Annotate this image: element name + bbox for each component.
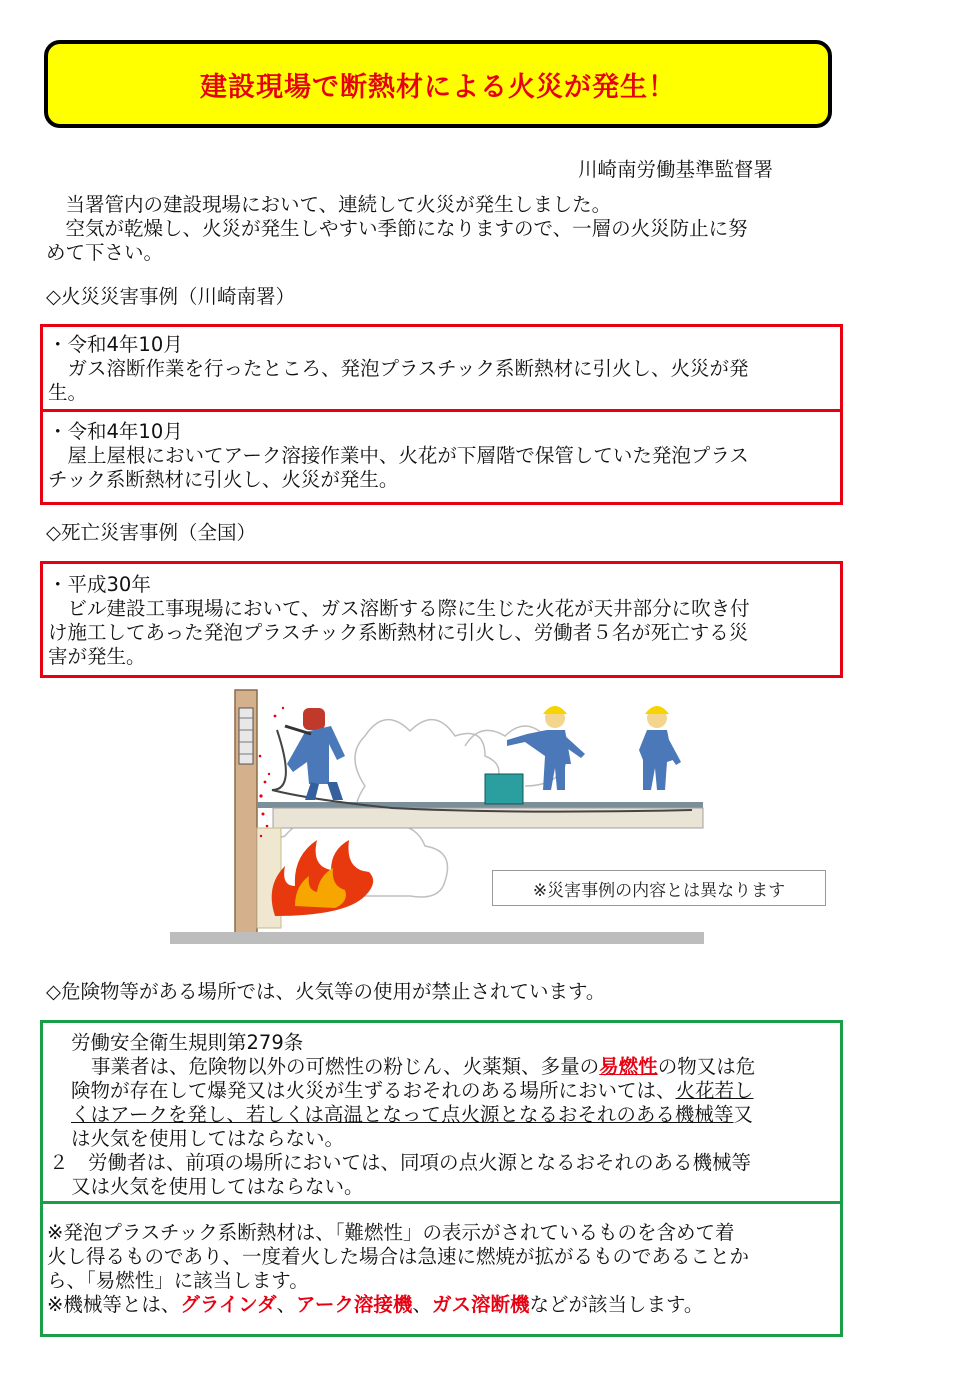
law-line-2: 険物が存在して爆発又は火災が生ずるおそれのある場所においては、火花若し <box>71 1079 754 1102</box>
title-banner <box>44 40 832 128</box>
law-line-6: 又は火気を使用してはならない。 <box>71 1175 364 1198</box>
law-line-4: は火気を使用してはならない。 <box>71 1127 345 1150</box>
law-line-5: ２ 労働者は、前項の場所においては、同項の点火源となるおそれのある機械等 <box>49 1151 752 1174</box>
case-box-2: ・令和4年10月 屋上屋根においてアーク溶接作業中、火花が下層階で保管していた発泡プラス チック系断熱材に引火し、火災が発生。 <box>40 409 843 505</box>
grinder-term: グラインダ <box>180 1293 277 1316</box>
flames <box>272 840 374 916</box>
note-line-1: ※発泡プラスチック系断熱材は、「難燃性」の表示がされているものを含めて着 <box>47 1221 735 1244</box>
gas-cutter-term: ガス溶断機 <box>431 1293 530 1316</box>
fire-illustration <box>165 686 710 948</box>
case-box-1: ・令和4年10月 ガス溶断作業を行ったところ、発泡プラスチック系断熱材に引火し、火災が発 生。 <box>40 324 843 412</box>
section-heading-prohibition: ◇危険物等がある場所では、火気等の使用が禁止されています。 <box>46 980 606 1003</box>
page-title: 建設現場で断熱材による火災が発生！ <box>200 71 676 103</box>
section-heading-fatal-cases: ◇死亡災害事例（全国） <box>46 521 256 544</box>
note-line-4: ※機械等とは、グラインダ、アーク溶接機、ガス溶断機などが該当します。 <box>47 1293 704 1316</box>
arc-welder-term: アーク溶接機 <box>296 1293 413 1316</box>
flammable-term: 易燃性 <box>599 1055 658 1078</box>
law-line-3: くはアークを発し、若しくは高温となって点火源となるおそれのある機械等又 <box>71 1103 753 1126</box>
law-line-1: 事業者は、危険物以外の可燃性の粉じん、火薬類、多量の易燃性の物又は危 <box>91 1055 756 1078</box>
illustration-caption: ※災害事例の内容とは異なります <box>492 870 826 906</box>
note-line-2: 火し得るものであり、一度着火した場合は急速に燃焼が拡がるものであることか <box>47 1245 750 1268</box>
worker-figure-3 <box>639 706 681 790</box>
law-title: 労働安全衛生規則第279条 <box>71 1031 304 1054</box>
notes-box <box>40 1201 843 1337</box>
note-line-3: ら、「易燃性」に該当します。 <box>47 1269 309 1292</box>
section-heading-fire-cases: ◇火災災害事例（川崎南署） <box>46 285 295 308</box>
office-name: 川崎南労働基準監督署 <box>578 158 774 181</box>
intro-paragraph: 当署管内の建設現場において、連続して火災が発生しました。 空気が乾燥し、火災が発生しやすい季節になりますので、一層の火災防止に努 めて下さい。 <box>46 193 748 264</box>
law-box <box>40 1020 843 1204</box>
case-box-3: ・平成30年 ビル建設工事現場において、ガス溶断する際に生じた火花が天井部分に吹き付 け施工してあった発泡プラスチック系断熱材に引火し、労働者５名が死亡する災 害が発生。 <box>40 561 843 678</box>
welder-figure <box>285 708 345 800</box>
